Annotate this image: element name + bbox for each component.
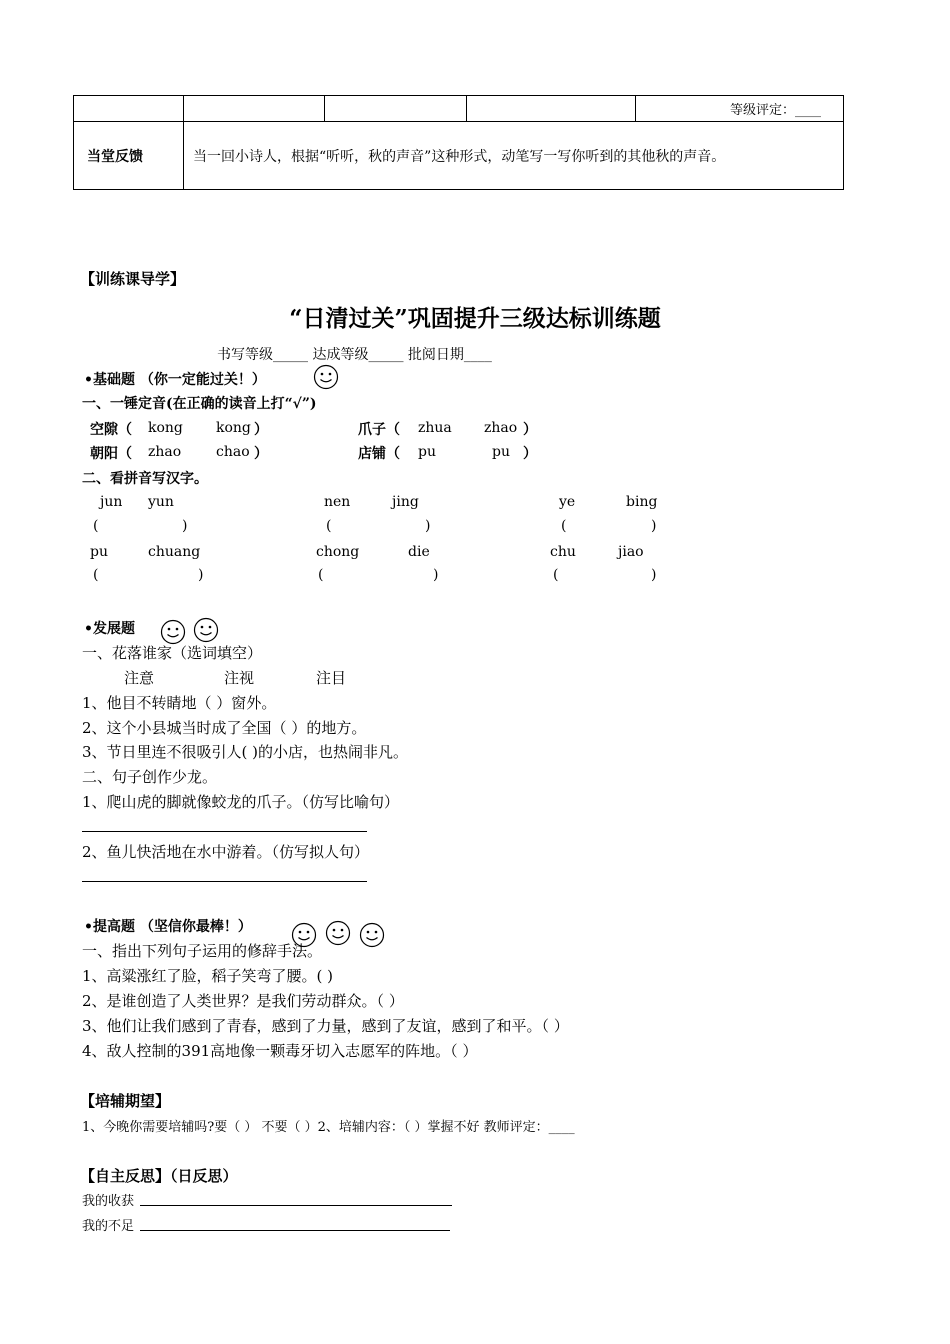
smiley-icon (193, 617, 219, 643)
table-cell (325, 96, 467, 122)
feedback-label: 当堂反馈 (74, 122, 184, 190)
develop-question-2: 2、这个小县城当时成了全国（ ）的地方。 (82, 719, 367, 737)
table-cell (184, 96, 325, 122)
answer-line[interactable] (82, 831, 367, 832)
pinyin-label: chuang (148, 544, 201, 560)
answer-open-paren: ( (553, 567, 559, 583)
pinyin-label: bing (626, 494, 658, 510)
grade-rating-cell: 等级评定：____ (636, 96, 844, 122)
pinyin-label: chu (550, 544, 576, 560)
answer-open-paren: ( (318, 567, 324, 583)
feedback-text: 当一回小诗人，根据“听听，秋的声音”这种形式，动笔写一写你听到的其他秋的声音。 (184, 122, 844, 190)
improve-section-1-title: 一、指出下列句子运用的修辞手法。 (82, 942, 323, 960)
close-paren: ） (254, 422, 268, 438)
table-cell (467, 96, 636, 122)
pinyin-label: jiao (618, 544, 644, 560)
smiley-icon (313, 364, 339, 390)
improve-question-1: 1、高粱涨红了脸，稻子笑弯了腰。( ) (82, 967, 334, 985)
tutoring-title: 【培辅期望】 (80, 1092, 171, 1110)
basic-section-1-title: 一、一锤定音(在正确的读音上打“√”) (82, 396, 317, 412)
pinyin-option[interactable]: kong (148, 420, 183, 436)
answer-open-paren: ( (93, 518, 99, 534)
answer-close-paren: ) (425, 518, 431, 534)
answer-line[interactable] (82, 881, 367, 882)
reflection-gain-label: 我的收获 (82, 1194, 135, 1209)
pinyin-label: jun (100, 494, 123, 510)
improve-question-2: 2、是谁创造了人类世界？是我们劳动群众。（ ） (82, 992, 404, 1010)
pinyin-option[interactable]: zhao (484, 420, 518, 436)
pinyin-option[interactable]: kong (216, 420, 251, 436)
develop-question-3: 3、节日里连不很吸引人( )的小店，也热闹非凡。 (82, 743, 409, 761)
reflection-lack-label: 我的不足 (82, 1219, 135, 1234)
develop-section-1-title: 一、花落谁家（选词填空） (82, 644, 263, 662)
pinyin-label: yun (148, 494, 174, 510)
answer-close-paren: ) (182, 518, 188, 534)
answer-open-paren: ( (561, 518, 567, 534)
answer-close-paren: ) (433, 567, 439, 583)
pinyin-option[interactable]: zhao (148, 444, 182, 460)
reflection-lack-line[interactable] (140, 1230, 450, 1231)
answer-close-paren: ) (651, 518, 657, 534)
close-paren: ） (523, 446, 537, 462)
answer-close-paren: ) (651, 567, 657, 583)
word-kongxi: 空隙（ (90, 422, 132, 438)
training-header: 【训练课导学】 (80, 270, 186, 288)
pinyin-label: nen (324, 494, 351, 510)
develop-question-4: 1、爬山虎的脚就像蛟龙的爪子。（仿写比喻句） (82, 793, 400, 811)
answer-open-paren: ( (93, 567, 99, 583)
answer-close-paren: ) (198, 567, 204, 583)
pinyin-label: pu (90, 544, 108, 560)
basic-section-2-title: 二、看拼音写汉字。 (82, 471, 208, 487)
pinyin-option[interactable]: pu (492, 444, 510, 460)
improve-title: •提高题 （坚信你最棒！） (84, 919, 252, 935)
word-choice: 注意 (124, 669, 155, 687)
reflection-title: 【自主反思】（日反思） (80, 1167, 238, 1185)
tutoring-line: 1、今晚你需要培辅吗?要（ ） 不要（ ）2、培辅内容：（ ）掌握不好 教师评定：____ (82, 1120, 575, 1135)
table-cell (74, 96, 184, 122)
word-zhaoyang: 朝阳（ (90, 446, 132, 462)
pinyin-option[interactable]: chao (216, 444, 250, 460)
word-choice: 注视 (224, 669, 255, 687)
close-paren: ） (523, 422, 537, 438)
pinyin-label: die (408, 544, 430, 560)
word-zhuazi: 爪子（ (358, 422, 400, 438)
develop-question-5: 2、鱼儿快活地在水中游着。（仿写拟人句） (82, 843, 370, 861)
pinyin-option[interactable]: zhua (418, 420, 452, 436)
smiley-icon (325, 920, 351, 946)
improve-question-3: 3、他们让我们感到了青春，感到了力量，感到了友谊，感到了和平。（ ） (82, 1017, 569, 1035)
grade-line: 书写等级_____ 达成等级_____ 批阅日期____ (217, 347, 492, 363)
reflection-gain-line[interactable] (140, 1205, 452, 1206)
pinyin-label: chong (316, 544, 360, 560)
develop-title: •发展题 (84, 621, 135, 637)
develop-question-1: 1、他目不转睛地（ ）窗外。 (82, 694, 277, 712)
develop-section-2-title: 二、句子创作少龙。 (82, 768, 218, 786)
pinyin-label: ye (559, 494, 576, 510)
improve-question-4: 4、敌人控制的391高地像一颗毒牙切入志愿军的阵地。（ ） (82, 1042, 478, 1060)
smiley-icon (359, 922, 385, 948)
answer-open-paren: ( (326, 518, 332, 534)
close-paren: ） (254, 446, 268, 462)
page-title: “日清过关”巩固提升三级达标训练题 (289, 305, 661, 332)
word-choice: 注目 (316, 669, 347, 687)
feedback-table (73, 95, 844, 190)
basic-title: •基础题 （你一定能过关！） (84, 372, 266, 388)
pinyin-option[interactable]: pu (418, 444, 436, 460)
pinyin-label: jing (392, 494, 419, 510)
word-dianpu: 店铺（ (358, 446, 400, 462)
